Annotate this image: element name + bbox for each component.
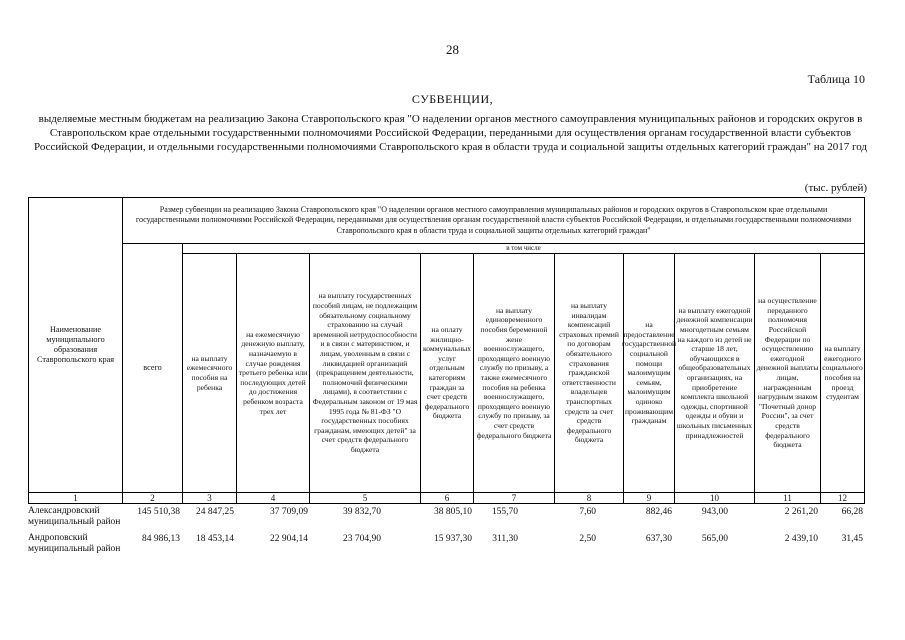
row-value: 311,30 bbox=[492, 534, 518, 544]
header-total-column: всего bbox=[143, 363, 162, 373]
header-span-title: Размер субвенции на реализацию Закона Ставропольского края "О наделении органов местного самоуправления муниципальных районов и городских округов в Ставропольском крае отдельными государственными полномочиями Российской Федерации, переданными для осуществления органам государственной власти субъектов Российской Федерации, и отдельными государственными полномочиями Ставропольского края в области труда и социальной защиты отдельных категорий граждан" bbox=[135, 204, 852, 235]
header-subcol-9: на предоставление государственной социальной помощи малоимущим семьям, малоимущим одиноко проживающим гражданам bbox=[621, 320, 677, 426]
col-number-11: 11 bbox=[783, 493, 792, 503]
col-divider-3 bbox=[236, 253, 237, 503]
row-municipality-name: Андроповский муниципальный район bbox=[28, 533, 121, 554]
row-value: 2 439,10 bbox=[784, 534, 818, 544]
row-value: 22 904,14 bbox=[270, 534, 308, 544]
col-number-12: 12 bbox=[838, 493, 847, 503]
header-subcol-4: на ежемесячную денежную выплату, назначаемую в случае рождения третьего ребенка или последующих детей до достижения ребенком возраста трех лет bbox=[238, 329, 308, 416]
header-subcol-11: на осуществление переданного полномочия Российской Федерации по осуществлению ежегодной денежной выплаты лицам, награжденным нагрудным знаком "Почетный донор России", за счет средств федерального бюджета bbox=[756, 296, 819, 450]
col-number-3: 3 bbox=[207, 493, 212, 503]
row-value: 155,70 bbox=[491, 507, 518, 517]
including-bottom-border bbox=[182, 253, 865, 254]
row-value: 2,50 bbox=[579, 534, 596, 544]
row-value: 7,60 bbox=[579, 507, 596, 517]
header-subcol-5: на выплату государственных пособий лицам, не подлежащим обязательному социальному страхованию на случай временной нетрудоспособности и в связи с материнством, и лицам, уволенным в связи с ликвидацией организаций (прекращением деятельности, полномочий физическими лицами), в соответствии с Федеральным законом от 19 мая 1995 года № 81-ФЗ "О государственных пособиях гражданам, имеющих детей" за счет средств федерального бюджета bbox=[312, 291, 418, 454]
col-number-6: 6 bbox=[444, 493, 450, 503]
page-number: 28 bbox=[446, 42, 459, 57]
row-value: 15 937,30 bbox=[434, 534, 472, 544]
col-divider-1 bbox=[122, 197, 123, 503]
units-label: (тыс. рублей) bbox=[804, 182, 867, 194]
row-value: 31,45 bbox=[841, 534, 863, 544]
row-value-total: 145 510,38 bbox=[137, 507, 180, 517]
table-label: Таблица 10 bbox=[807, 72, 865, 86]
header-subcol-6: на оплату жилищно-коммунальных услуг отдельным категориям граждан за счет средств федерального бюджета bbox=[422, 325, 472, 421]
col-number-9: 9 bbox=[646, 493, 652, 503]
table-top-border bbox=[28, 197, 865, 198]
col-divider-6 bbox=[473, 253, 474, 503]
row-value: 882,46 bbox=[645, 507, 672, 517]
row-value: 66,28 bbox=[841, 507, 863, 517]
row-value: 2 261,20 bbox=[784, 507, 818, 517]
table-right-border bbox=[864, 197, 865, 503]
col-divider-7 bbox=[554, 253, 555, 503]
col-divider-10 bbox=[754, 253, 755, 503]
col-numbers-bottom-border bbox=[28, 503, 865, 504]
row-value: 24 847,25 bbox=[196, 507, 234, 517]
col-divider-4 bbox=[309, 253, 310, 503]
header-subcol-3: на выплату ежемесячного пособия на ребенка bbox=[186, 353, 233, 392]
table-left-border bbox=[28, 197, 29, 503]
header-subcol-8: на выплату инвалидам компенсаций страховых премий по договорам обязательного страхования гражданской ответственности владельцев транспортных средств за счет средств федерального бюджета bbox=[559, 301, 619, 445]
header-subcol-7: на выплату единовременного пособия беременной жене военнослужащего, проходящего военную службу по призыву, а также ежемесячного пособия на ребенка военнослужащего, проходящего военную службу по призыву, за счет средств федерального бюджета bbox=[476, 305, 552, 440]
document-title: СУБВЕНЦИИ, bbox=[411, 92, 494, 106]
col-number-10: 10 bbox=[710, 493, 719, 503]
row-municipality-name: Александровский муниципальный район bbox=[28, 506, 121, 527]
col-number-5: 5 bbox=[362, 493, 368, 503]
header-name-column: Наименование муниципального образования Ставропольского края bbox=[37, 325, 114, 364]
row-value: 565,00 bbox=[701, 534, 728, 544]
row-value: 943,00 bbox=[701, 507, 728, 517]
col-divider-11 bbox=[820, 253, 821, 503]
col-number-7: 7 bbox=[511, 493, 517, 503]
col-number-8: 8 bbox=[586, 493, 592, 503]
col-number-2: 2 bbox=[150, 493, 155, 503]
header-subcol-10: на выплату ежегодной денежной компенсации многодетным семьям на каждого из детей не старше 18 лет, обучающихся в общеобразовательных организациях, на приобретение комплекта школьной одежды, спортивной одежды и обуви и школьных письменных принадлежностей bbox=[676, 305, 753, 440]
col-divider-2 bbox=[182, 243, 183, 503]
document-subtitle: выделяемые местным бюджетам на реализацию Закона Ставропольского края "О наделении органов местного самоуправления муниципальных районов и городских округов в Ставропольском крае отдельными государственными полномочиями Российской Федерации, переданными для осуществления органам государственной власти субъектов Российской Федерации, и отдельными государственными полномочиями Ставропольского края в области труда и социальной защиты отдельных категорий граждан" на 2017 год bbox=[33, 113, 867, 153]
row-value: 38 805,10 bbox=[434, 507, 472, 517]
row-value: 18 453,14 bbox=[196, 534, 234, 544]
row-value: 39 832,70 bbox=[343, 507, 381, 517]
row-value: 637,30 bbox=[645, 534, 672, 544]
col-divider-5 bbox=[420, 253, 421, 503]
header-including: в том числе bbox=[506, 244, 541, 252]
row-value: 23 704,90 bbox=[343, 534, 381, 544]
col-number-1: 1 bbox=[73, 493, 78, 503]
header-subcol-12: на выплату ежегодного социального пособия на проезд студентам bbox=[822, 344, 863, 402]
row-value: 37 709,09 bbox=[270, 507, 308, 517]
row-value-total: 84 986,13 bbox=[142, 534, 180, 544]
col-number-4: 4 bbox=[270, 493, 276, 503]
